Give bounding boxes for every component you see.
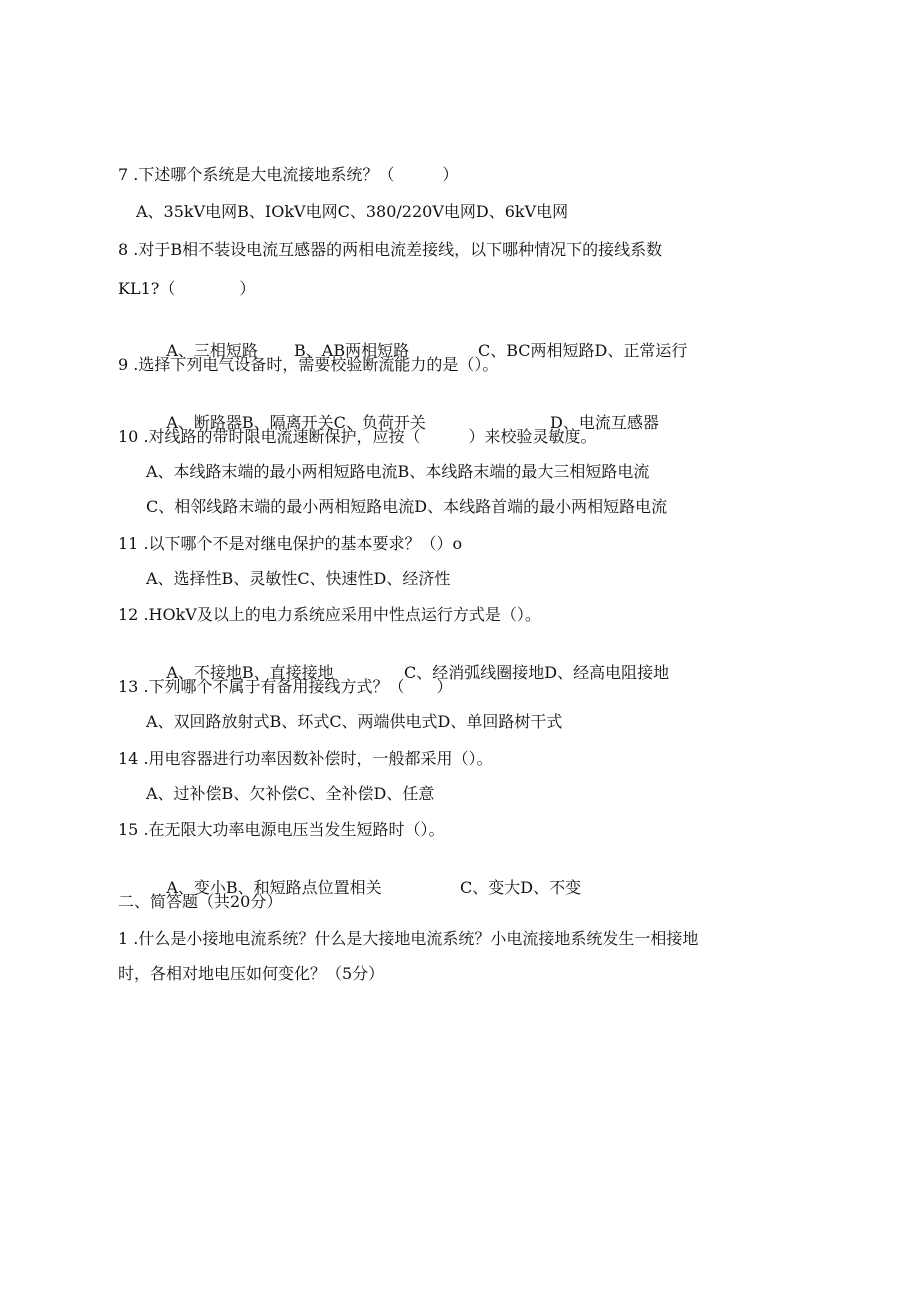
question-10-options-cd: C、相邻线路末端的最小两相短路电流D、本线路首端的最小两相短路电流 — [146, 497, 668, 516]
short-answer-1-continuation: 时，各相对地电压如何变化？（5分） — [118, 964, 385, 983]
question-10: 10 .对线路的带时限电流速断保护，应按（ ）来校验灵敏度。 — [118, 427, 597, 446]
question-14: 14 .用电容器进行功率因数补偿时，一般都采用（）。 — [118, 749, 493, 768]
question-13: 13 .下列哪个不属于有备用接线方式？（ ） — [118, 677, 453, 696]
question-12-option-ab: A、不接地B、直接接地 — [166, 663, 334, 682]
section-title: 二、简答题（共20分） — [118, 892, 283, 911]
question-15-option-cd: C、变大D、不变 — [460, 878, 582, 897]
short-answer-1: 1 .什么是小接地电流系统？什么是大接地电流系统？小电流接地系统发生一相接地 — [118, 929, 699, 948]
question-8-option-b: B、AB两相短路 — [294, 341, 410, 360]
question-11: 11 .以下哪个不是对继电保护的基本要求？（）o — [118, 534, 463, 553]
question-8-continuation: KL1?（ ） — [118, 279, 256, 298]
question-12-option-cd: C、经消弧线圈接地D、经高电阻接地 — [404, 663, 670, 682]
question-8-option-c: C、BC两相短路D、正常运行 — [478, 341, 688, 360]
question-8-option-a: A、三相短路 — [166, 341, 258, 360]
question-7-options: A、35kV电网B、IOkV电网C、380/220V电网D、6kV电网 — [136, 202, 569, 221]
question-9-option-abc: A、断路器B、隔离开关C、负荷开关 — [166, 413, 426, 432]
question-10-options-ab: A、本线路末端的最小两相短路电流B、本线路末端的最大三相短路电流 — [146, 462, 650, 481]
question-13-options: A、双回路放射式B、环式C、两端供电式D、单回路树干式 — [146, 712, 563, 731]
question-15-option-ab: A、变小B、和短路点位置相关 — [166, 878, 382, 897]
question-9-option-d: D、电流互感器 — [550, 413, 659, 432]
question-11-options: A、选择性B、灵敏性C、快速性D、经济性 — [146, 569, 451, 588]
question-9: 9 .选择下列电气设备时，需要校验断流能力的是（）。 — [118, 355, 499, 374]
question-12: 12 .HOkV及以上的电力系统应采用中性点运行方式是（）。 — [118, 605, 541, 624]
question-15: 15 .在无限大功率电源电压当发生短路时（）。 — [118, 820, 445, 839]
question-7: 7 .下述哪个系统是大电流接地系统？（ ） — [118, 165, 459, 184]
question-8: 8 .对于B相不装设电流互感器的两相电流差接线，以下哪种情况下的接线系数 — [118, 240, 663, 259]
question-14-options: A、过补偿B、欠补偿C、全补偿D、任意 — [146, 784, 435, 803]
